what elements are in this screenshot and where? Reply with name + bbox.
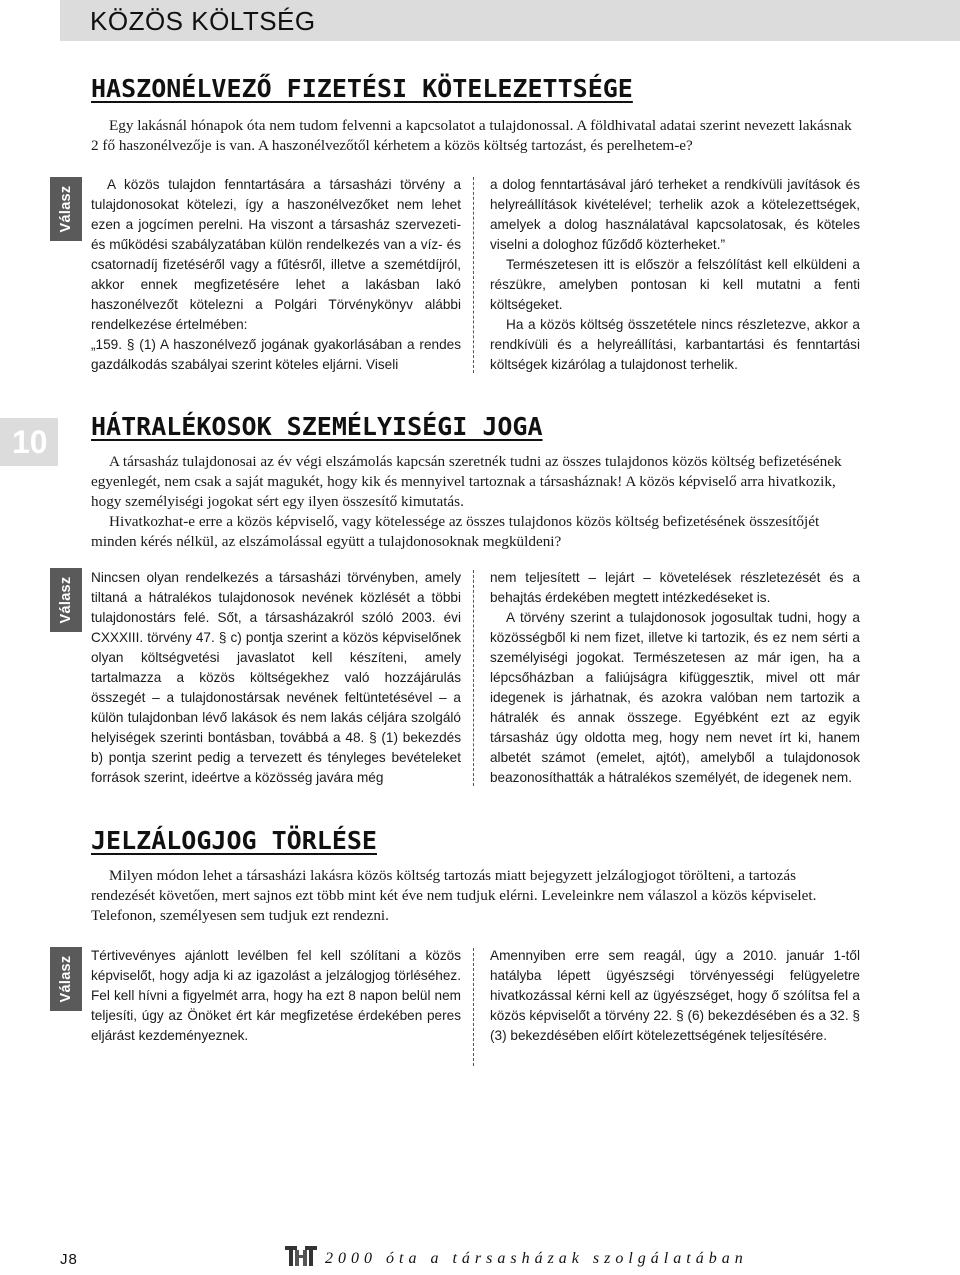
- answer-paragraph: Tértivevényes ajánlott levélben fel kell szólítani a közös képviselőt, hogy adja ki az igazolást a jelzálogjog törléséhez. Fel kell hívni a figyelmét arra, hogy ha ezt 8 napon belül nem teljesíti, úgy az Önöket ért kár megfizetése érdekében peres eljárást kezdeményeznek.: [91, 948, 461, 1043]
- answer-left-column-2: [91, 568, 461, 788]
- footer-tagline: 2000 óta a társasházak szolgálatában: [325, 1250, 748, 1267]
- tht-logo-icon: [285, 1244, 317, 1268]
- answer-paragraph: A közös tulajdon fenntartására a társasházi törvény a tulajdonosokat kötelezi, így a haszonélvezőket nem lehet ezen a jogcímen perelni. Ha viszont a társasház szervezeti- és működési szabályzatában külön rendelkezés van a víz- és csatornadíj fizetéséről vagy a fűtésről, illetve a szemétdíjról, akkor ennek megfizetésére lehet a lakásban lakó haszonélvezőt kötelezni a Polgári Törvénykönyv alábbi rendelkezése értelmében:: [91, 177, 461, 332]
- page-number-box: [0, 418, 58, 466]
- article-question-3: [91, 866, 861, 926]
- question-paragraph: A társasház tulajdonosai az év végi elszámolás kapcsán szeretnék tudni az összes tulajdonos közös költség befizetésének egyenlegét, nem csak a saját magukét, hogy kik és mennyivel tartoznak a társasháznak! A közös képviselő arra hivatkozik, hogy személyiségi jogokat sért egy ilyen összesítő kimutatás.: [91, 453, 842, 510]
- footer-page-code: J8: [60, 1251, 78, 1268]
- answer-right-column-2: [490, 568, 860, 788]
- answer-label: Válasz: [58, 955, 74, 1003]
- answer-tag-2: [50, 568, 82, 632]
- answer-tag-1: [50, 177, 82, 241]
- article-question-1: [91, 116, 861, 156]
- question-paragraph: Hivatkozhat-e erre a közös képviselő, vagy kötelessége az összes tulajdonos közös költség befizetésének összesítőjét minden kérés nélkül, az elszámolással együtt a tulajdonosoknak megküldeni?: [91, 513, 820, 550]
- answer-paragraph: Nincsen olyan rendelkezés a társasházi törvényben, amely tiltaná a hátralékos tulajdonosok nevének közlését a többi tulajdonostárs felé. Sőt, a társasházakról szóló 2003. évi CXXXIII. törvény 47. § c) pontja szerint a közös képviselőnek olyan költségvetési javaslatot kell készíteni, amely tartalmazza a közös költségekhez való hozzájárulás összegét – a tulajdonostársak nevének feltüntetésével – a külön tulajdonban lévő lakások és nem lakás céljára szolgáló helyiségek szerinti bontásban, továbbá a 48. § (1) bekezdés b) pontja szerint pedig a tervezett és tényleges bevételeket források szerint, ideértve a közösség javára még: [91, 570, 461, 785]
- section-header: [60, 0, 960, 41]
- answer-right-column-3: [490, 946, 860, 1046]
- answer-label: Válasz: [58, 185, 74, 233]
- answer-left-column-1: [91, 175, 461, 375]
- answer-paragraph: „159. § (1) A haszonélvező jogának gyakorlásában a rendes gazdálkodás szabályai szerint köteles eljárni. Viseli: [91, 337, 461, 372]
- answer-paragraph: Ha a közös költség összetétele nincs részletezve, akkor a rendkívüli és a helyreállítási, karbantartási és fenntartási költségek kizárólag a tulajdonost terhelik.: [490, 317, 860, 372]
- column-divider: [473, 948, 474, 1066]
- article-heading-1: HASZONÉLVEZŐ FIZETÉSI KÖTELEZETTSÉGE: [91, 74, 633, 103]
- article-heading-3: JELZÁLOGJOG TÖRLÉSE: [91, 826, 377, 855]
- column-divider: [473, 177, 474, 373]
- answer-tag-3: [50, 947, 82, 1011]
- section-title: KÖZÖS KÖLTSÉG: [90, 6, 316, 36]
- question-paragraph: Milyen módon lehet a társasházi lakásra közös költség tartozás miatt bejegyzett jelzálogjogot törölteni, a tartozás rendezését követően, mert sajnos ezt több mint két éve nem tudjuk elérni. Leveleinkre nem válaszol a közös képviselet. Telefonon, személyesen sem tudjuk ezt rendezni.: [91, 867, 817, 924]
- column-divider: [473, 570, 474, 786]
- answer-paragraph: a dolog fenntartásával járó terheket a rendkívüli javítások és helyreállítások kivételével; terhelik azok a kötelezettségek, amelyek a dolog használatával kapcsolatosak, és köteles viselni a dologhoz fűződő közterheket.”: [490, 177, 860, 252]
- answer-label: Válasz: [58, 576, 74, 624]
- page-number: 10: [12, 424, 48, 460]
- answer-paragraph: nem teljesített – lejárt – követelések részletezését és a behajtás érdekében megtett intézkedéseket is.: [490, 570, 860, 605]
- answer-right-column-1: [490, 175, 860, 375]
- answer-paragraph: Természetesen itt is először a felszólítást kell elküldeni a részükre, amelyben pontosan ki kell mutatni a fenti költségeket.: [490, 257, 860, 312]
- article-question-2: [91, 452, 861, 552]
- answer-left-column-3: [91, 946, 461, 1046]
- question-paragraph: Egy lakásnál hónapok óta nem tudom felvenni a kapcsolatot a tulajdonossal. A földhivatal adatai szerint nevezett lakásnak 2 fő haszonélvezője is van. A haszonélvezőtől kérhetem a közös költség tartozást, és perelhetem-e?: [91, 117, 852, 154]
- article-heading-2: HÁTRALÉKOSOK SZEMÉLYISÉGI JOGA: [91, 412, 543, 441]
- answer-paragraph: A törvény szerint a tulajdonosok jogosultak tudni, hogy a közösségből ki nem fizet, illetve ki tartozik, és ez nem sérti a személyiségi jogokat. Természetesen az már igen, ha a lépcsőházban a faliújságra kifüggesztik, mivel ott már idegenek is járhatnak, és azokra valóban nem tartozik a hátralék és annak összege. Egyébként ezt az egyik társasház úgy oldotta meg, hogy nem nevet írt ki, hanem albetét számot (emelet, ajtót), amelyből a tulajdonosok beazonosíthatták a hátralékos személyét, de idegenek nem.: [490, 610, 860, 785]
- answer-paragraph: Amennyiben erre sem reagál, úgy a 2010. január 1-től hatályba lépett ügyészségi törvényességi felügyeletre hivatkozással kérni kell az ügyészséget, hogy ő szólítsa fel a közös képviselőt a törvény 22. § (6) bekezdésében és a 32. § (3) bekezdésében előírt kötelezettségének teljesítésére.: [490, 948, 860, 1043]
